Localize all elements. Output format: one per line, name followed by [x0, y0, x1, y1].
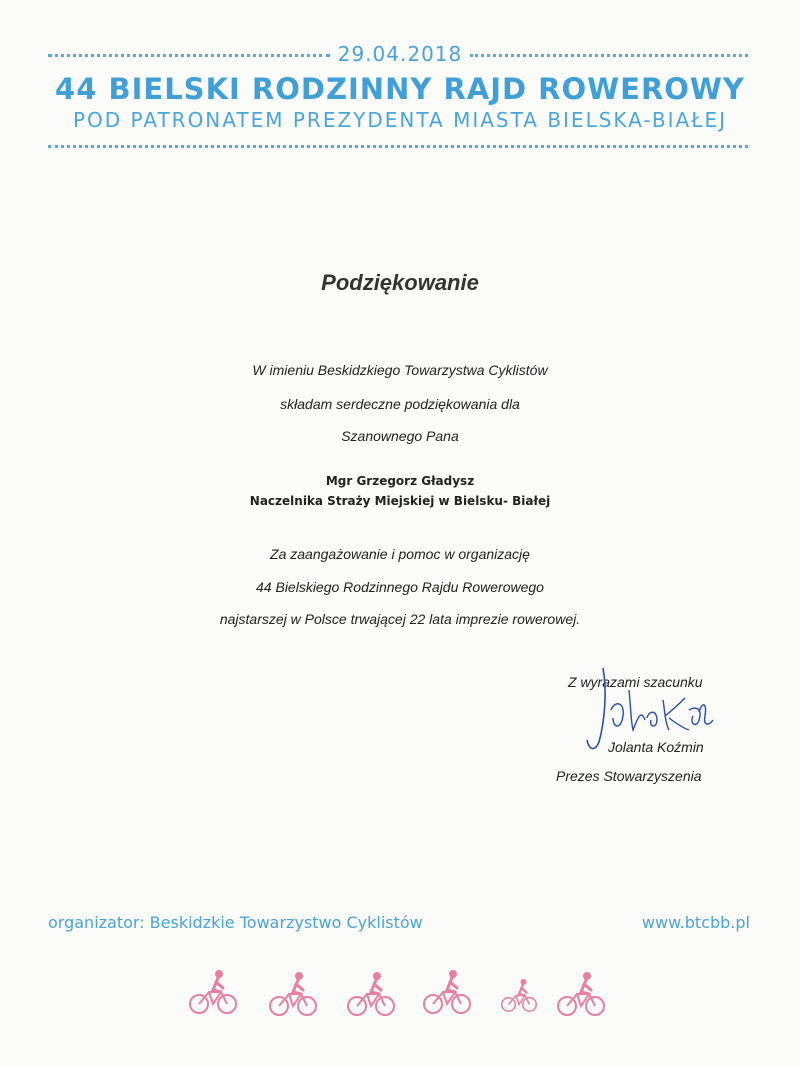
- cyclists-row: [185, 960, 615, 1020]
- event-date: 29.04.2018: [337, 42, 463, 66]
- event-title: 44 BIELSKI RODZINNY RAJD ROWEROWY: [55, 72, 745, 106]
- cyclist-icon: [348, 972, 394, 1015]
- website-text: www.btcbb.pl: [641, 913, 750, 932]
- body-line-3: Szanownego Pana: [341, 428, 459, 444]
- reason-line-2: 44 Bielskiego Rodzinnego Rajdu Rowerowego: [256, 579, 544, 595]
- bottom-dotted-line: [48, 145, 748, 148]
- closing-text: Z wyrazami szacunku: [568, 674, 703, 690]
- body-line-1: W imieniu Beskidzkiego Towarzystwa Cyklistów: [252, 362, 548, 378]
- cyclist-icon: [270, 972, 316, 1015]
- recipient-name: Mgr Grzegorz Gładysz: [325, 474, 475, 488]
- signatory-title: Prezes Stowarzyszenia: [556, 768, 702, 784]
- recipient-role: Naczelnika Straży Miejskiej w Bielsku- Białej: [249, 494, 551, 508]
- document-heading: Podziękowanie: [321, 270, 479, 295]
- reason-line-1: Za zaangażowanie i pomoc w organizację: [270, 546, 530, 562]
- cyclist-icon: [502, 979, 537, 1011]
- cyclist-icon: [558, 972, 604, 1015]
- event-subtitle: POD PATRONATEM PREZYDENTA MIASTA BIELSKA-BIAŁEJ: [72, 108, 727, 132]
- body-line-2: składam serdeczne podziękowania dla: [280, 396, 520, 412]
- reason-line-3: najstarszej w Polsce trwającej 22 lata imprezie rowerowej.: [219, 611, 581, 627]
- signatory-name: Jolanta Koźmin: [608, 739, 704, 755]
- cyclist-icon: [190, 970, 236, 1013]
- organizer-text: organizator: Beskidzkie Towarzystwo Cyklistów: [48, 913, 423, 932]
- cyclist-icon: [424, 970, 470, 1013]
